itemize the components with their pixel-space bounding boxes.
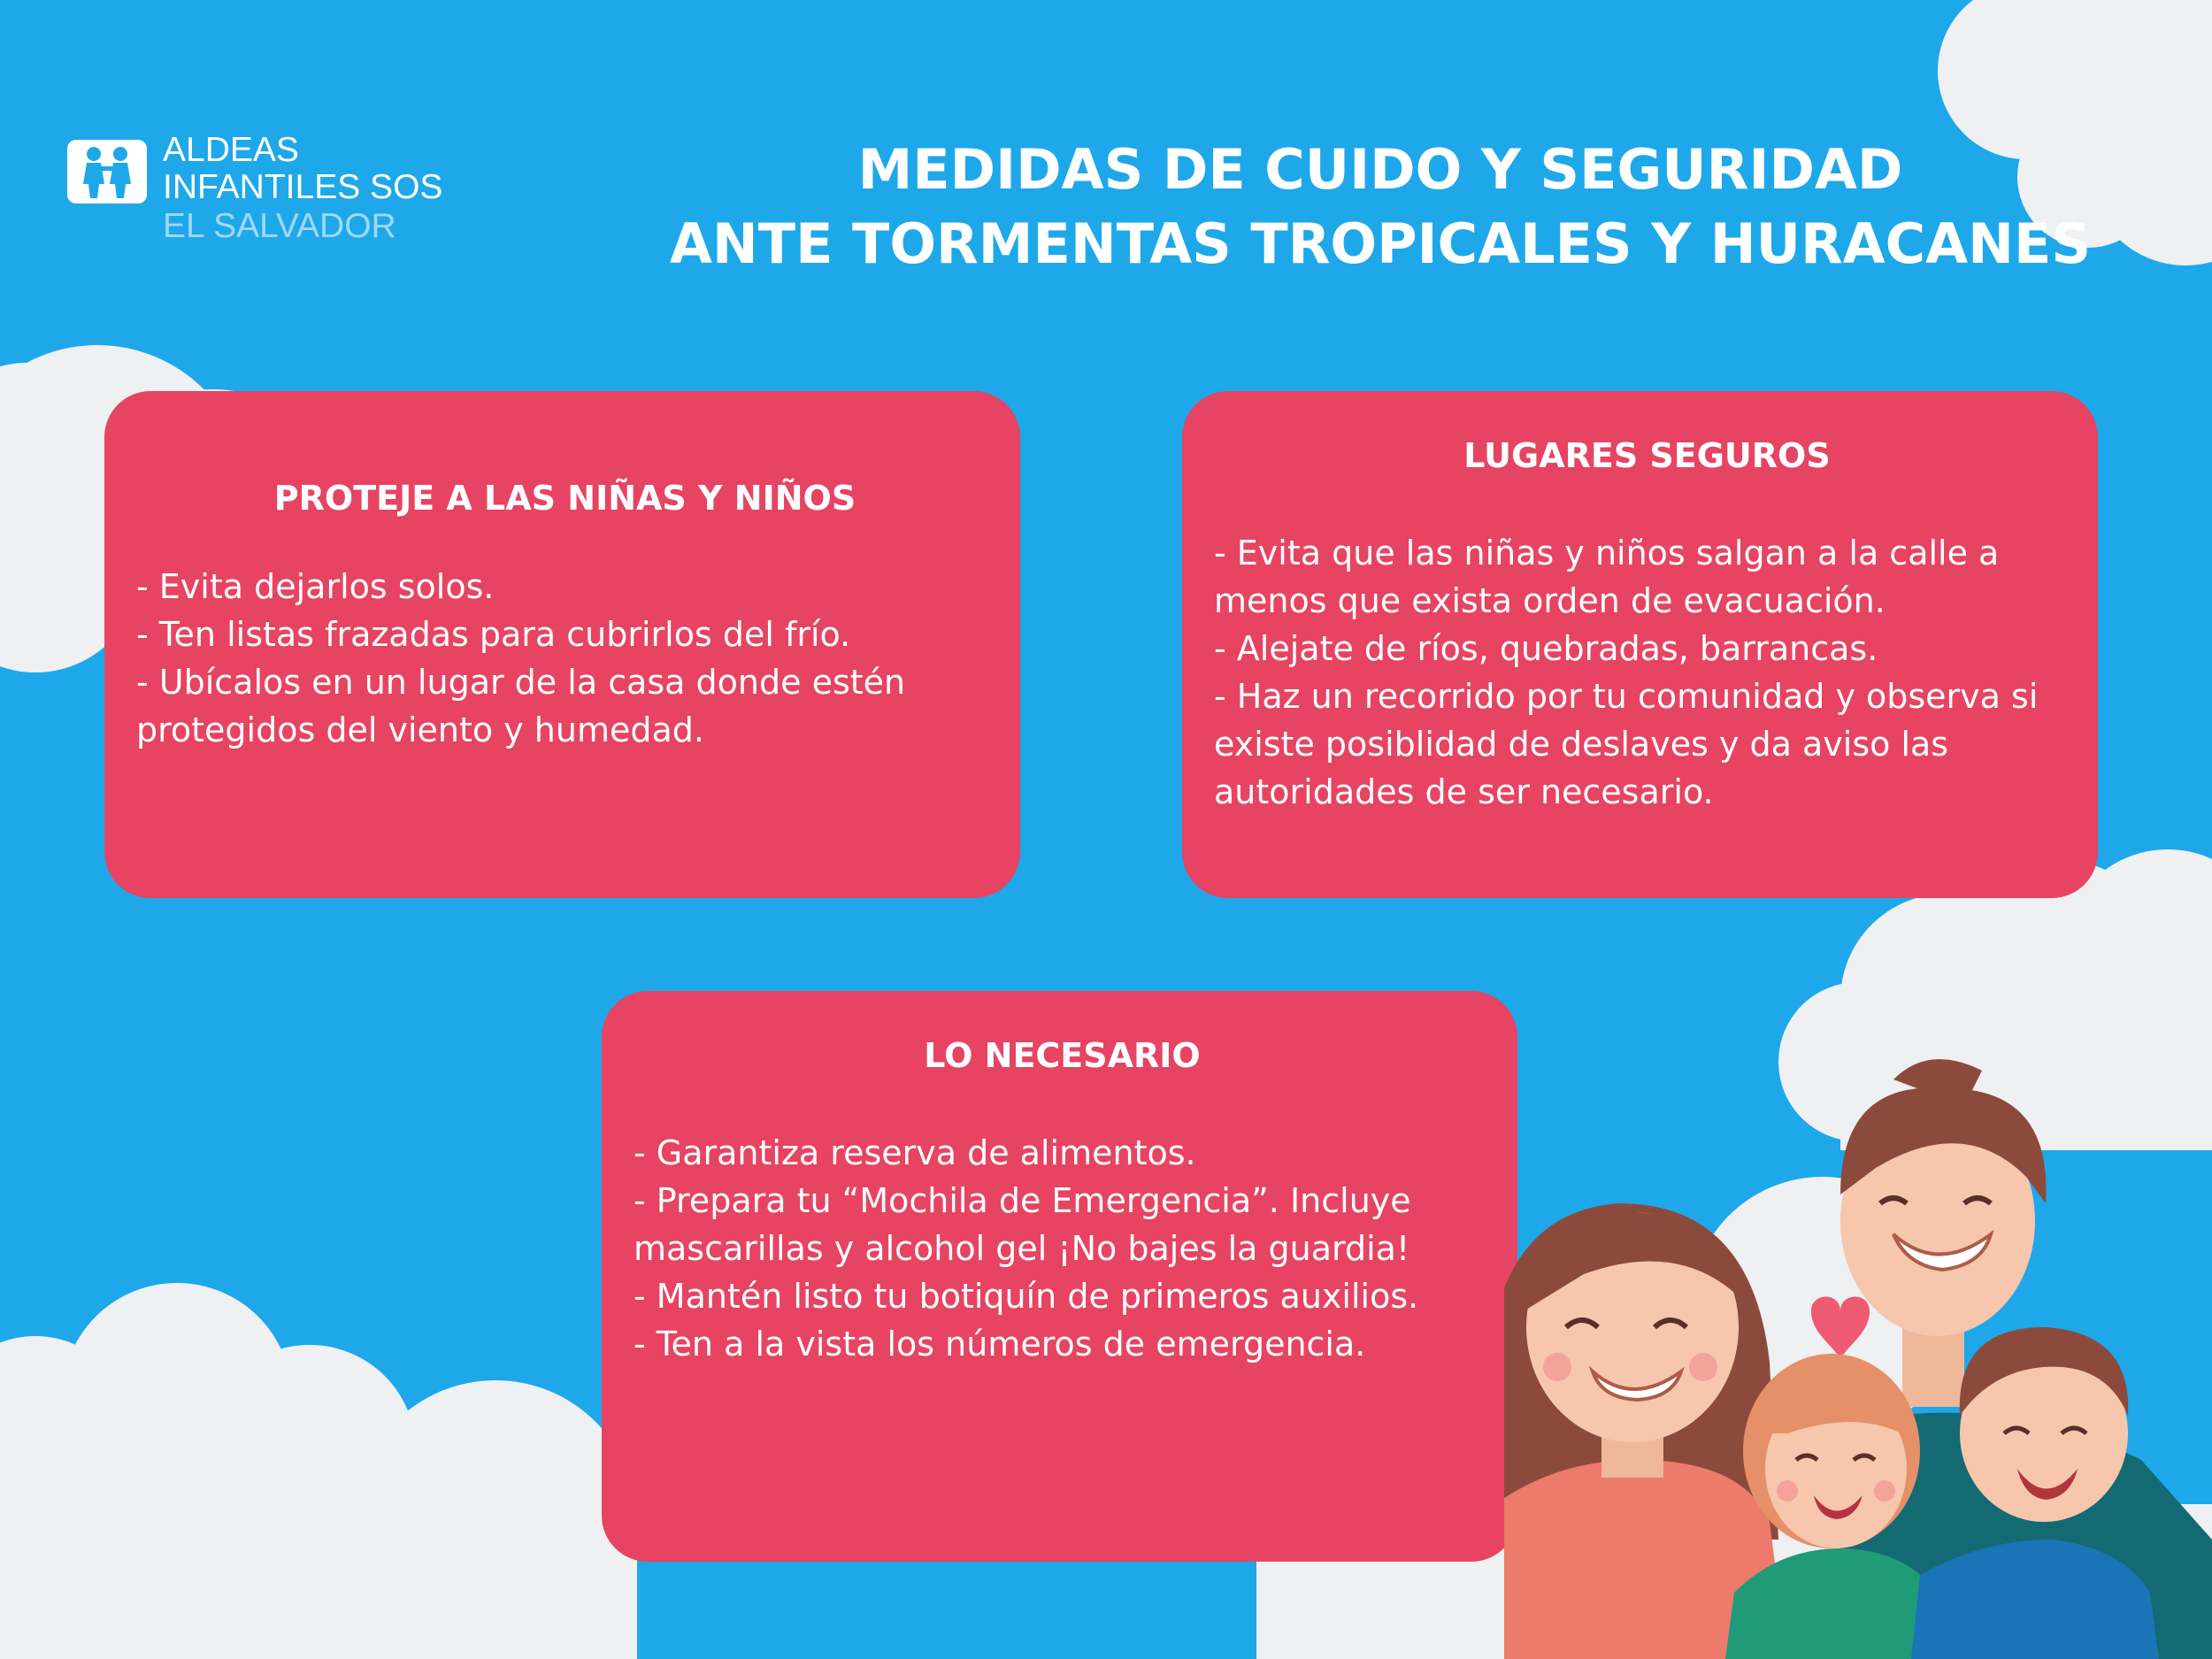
- list-item: - Ubícalos en un lugar de la casa donde estén protegidos del viento y humedad.: [136, 663, 906, 749]
- card-list: [634, 1129, 1491, 1368]
- aldeas-sos-children-logo-icon: [67, 140, 147, 204]
- logo-line-1: ALDEAS: [163, 131, 299, 169]
- card-safe-places: [1182, 391, 2098, 898]
- card-title: LO NECESARIO: [924, 1036, 1201, 1075]
- list-item: - Garantiza reserva de alimentos.: [634, 1133, 1196, 1172]
- list-item: - Evita dejarlos solos.: [136, 567, 495, 606]
- title-line-1: MEDIDAS DE CUIDO Y SEGURIDAD: [857, 137, 1903, 202]
- list-item: - Alejate de ríos, quebradas, barrancas.: [1214, 629, 1878, 668]
- list-item: - Evita que las niñas y niños salgan a la calle a menos que exista orden de evacuación.: [1214, 534, 2000, 620]
- list-item: - Haz un recorrido por tu comunidad y observa si existe posiblidad de deslaves y da aviso las autoridades de ser necesario.: [1214, 677, 2039, 811]
- logo-line-3: EL SALVADOR: [163, 207, 396, 245]
- list-item: - Prepara tu “Mochila de Emergencia”. Incluye mascarillas y alcohol gel ¡No bajes la guardia!: [634, 1181, 1411, 1268]
- card-list: [1214, 529, 2080, 816]
- list-item: - Mantén listo tu botiquín de primeros auxilios.: [634, 1277, 1419, 1316]
- card-list: [136, 563, 994, 754]
- card-title: PROTEJE A LAS NIÑAS Y NIÑOS: [273, 479, 856, 518]
- list-item: - Ten a la vista los números de emergencia.: [634, 1325, 1366, 1363]
- cloud-bottom-left: [0, 1283, 637, 1659]
- card-necessities: [602, 991, 1517, 1562]
- logo-line-2: INFANTILES SOS: [163, 168, 443, 206]
- logo: [67, 133, 474, 248]
- list-item: - Ten listas frazadas para cubrirlos del frío.: [136, 615, 851, 654]
- title-line-2: ANTE TORMENTAS TROPICALES Y HURACANES: [669, 211, 2092, 276]
- page-title: [611, 133, 2150, 281]
- heart-icon: [1811, 1297, 1870, 1363]
- family-illustration: [1504, 1044, 2212, 1659]
- card-title: LUGARES SEGUROS: [1463, 436, 1831, 475]
- card-protect-children: [104, 391, 1020, 898]
